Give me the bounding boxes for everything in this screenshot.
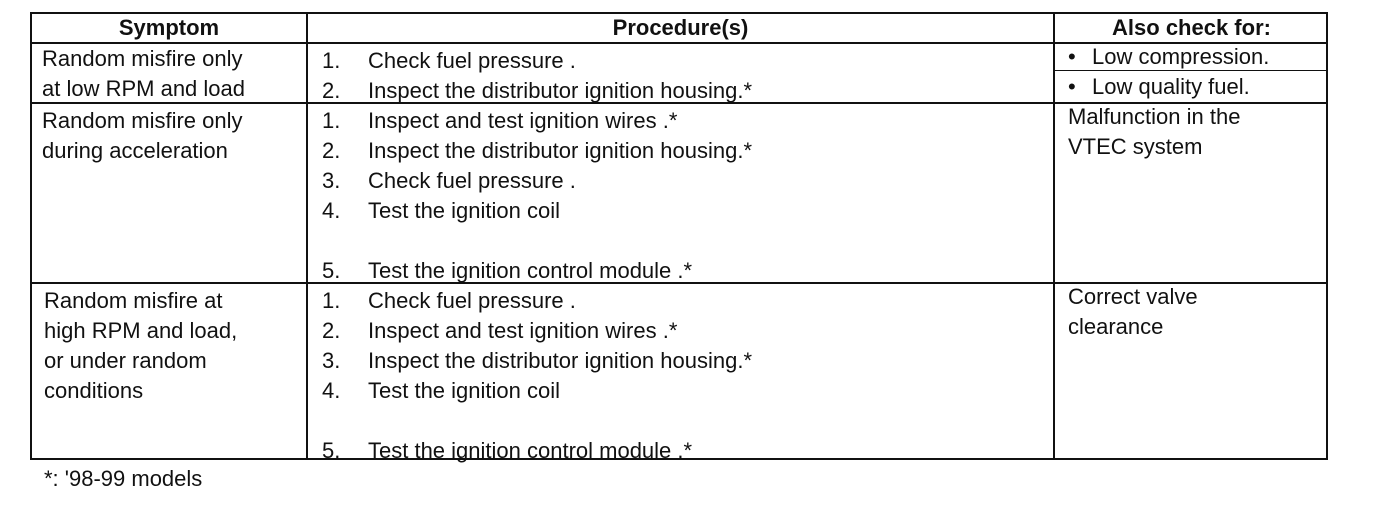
row-1-also-check [1068, 42, 1269, 102]
also-check-item [1068, 72, 1269, 102]
step-number: 3. [322, 168, 341, 193]
step-text: Test the ignition coil [368, 378, 560, 403]
row-2-symptom [42, 106, 243, 166]
row-2-procedures [322, 106, 752, 286]
procedure-step [322, 196, 752, 226]
also-check-text: Low compression. [1092, 44, 1270, 69]
step-number: 3. [322, 348, 341, 373]
footnote: *: '98-99 models [44, 466, 203, 491]
symptom-line: high RPM and load, [44, 318, 238, 343]
step-text: Inspect the distributor ignition housing.* [368, 78, 753, 103]
header-symptom: Symptom [118, 15, 220, 40]
also-check-line: Malfunction in the [1068, 104, 1241, 129]
spacer-line [322, 406, 752, 436]
also-check-item [1068, 42, 1269, 72]
procedure-step [322, 316, 752, 346]
symptom-line: or under random [44, 348, 207, 373]
procedure-step [322, 76, 752, 106]
step-number: 1. [322, 48, 341, 73]
step-number: 2. [322, 138, 341, 163]
symptom-line: conditions [44, 378, 144, 403]
step-text: Inspect the distributor ignition housing.* [368, 348, 753, 373]
row-3-procedures [322, 286, 752, 466]
step-text: Inspect and test ignition wires .* [368, 318, 678, 343]
step-number: 4. [322, 378, 341, 403]
spacer-line [322, 226, 752, 256]
column-divider-1 [306, 14, 308, 458]
also-check-line: VTEC system [1068, 134, 1203, 159]
procedure-step [322, 436, 752, 466]
column-divider-2 [1053, 14, 1055, 458]
also-check-line: Correct valve [1068, 284, 1198, 309]
row-1-symptom [42, 44, 245, 104]
step-number: 5. [322, 438, 341, 463]
header-also-check: Also check for: [1112, 15, 1271, 40]
symptom-line: Random misfire at [44, 288, 223, 313]
troubleshooting-table [30, 12, 1328, 463]
procedure-step [322, 286, 752, 316]
step-text: Inspect the distributor ignition housing.* [368, 138, 753, 163]
procedure-step [322, 106, 752, 136]
procedure-step [322, 376, 752, 406]
procedure-step [322, 346, 752, 376]
row-1-procedures [322, 46, 752, 106]
header-procedures: Procedure(s) [612, 15, 749, 40]
step-text: Check fuel pressure . [368, 48, 576, 73]
row-3-also-check [1068, 282, 1198, 342]
step-text: Test the ignition control module .* [368, 258, 693, 283]
step-text: Inspect and test ignition wires .* [368, 108, 678, 133]
symptom-line: during acceleration [42, 138, 228, 163]
step-number: 1. [322, 108, 341, 133]
step-text: Check fuel pressure . [368, 168, 576, 193]
also-check-line: clearance [1068, 314, 1164, 339]
also-check-text: Low quality fuel. [1092, 74, 1250, 99]
procedure-step [322, 256, 752, 286]
bullet-icon: • [1068, 44, 1076, 69]
step-number: 2. [322, 78, 341, 103]
step-text: Test the ignition coil [368, 198, 560, 223]
symptom-line: Random misfire only [42, 108, 243, 133]
step-text: Test the ignition control module .* [368, 438, 693, 463]
procedure-step [322, 136, 752, 166]
procedure-step [322, 46, 752, 76]
step-number: 5. [322, 258, 341, 283]
symptom-line: Random misfire only [42, 46, 243, 71]
step-number: 2. [322, 318, 341, 343]
symptom-line: at low RPM and load [42, 76, 245, 101]
procedure-step [322, 166, 752, 196]
step-number: 4. [322, 198, 341, 223]
bullet-icon: • [1068, 74, 1076, 99]
step-number: 1. [322, 288, 341, 313]
row-2-also-check [1068, 102, 1240, 162]
step-text: Check fuel pressure . [368, 288, 576, 313]
row-3-symptom [44, 286, 237, 406]
